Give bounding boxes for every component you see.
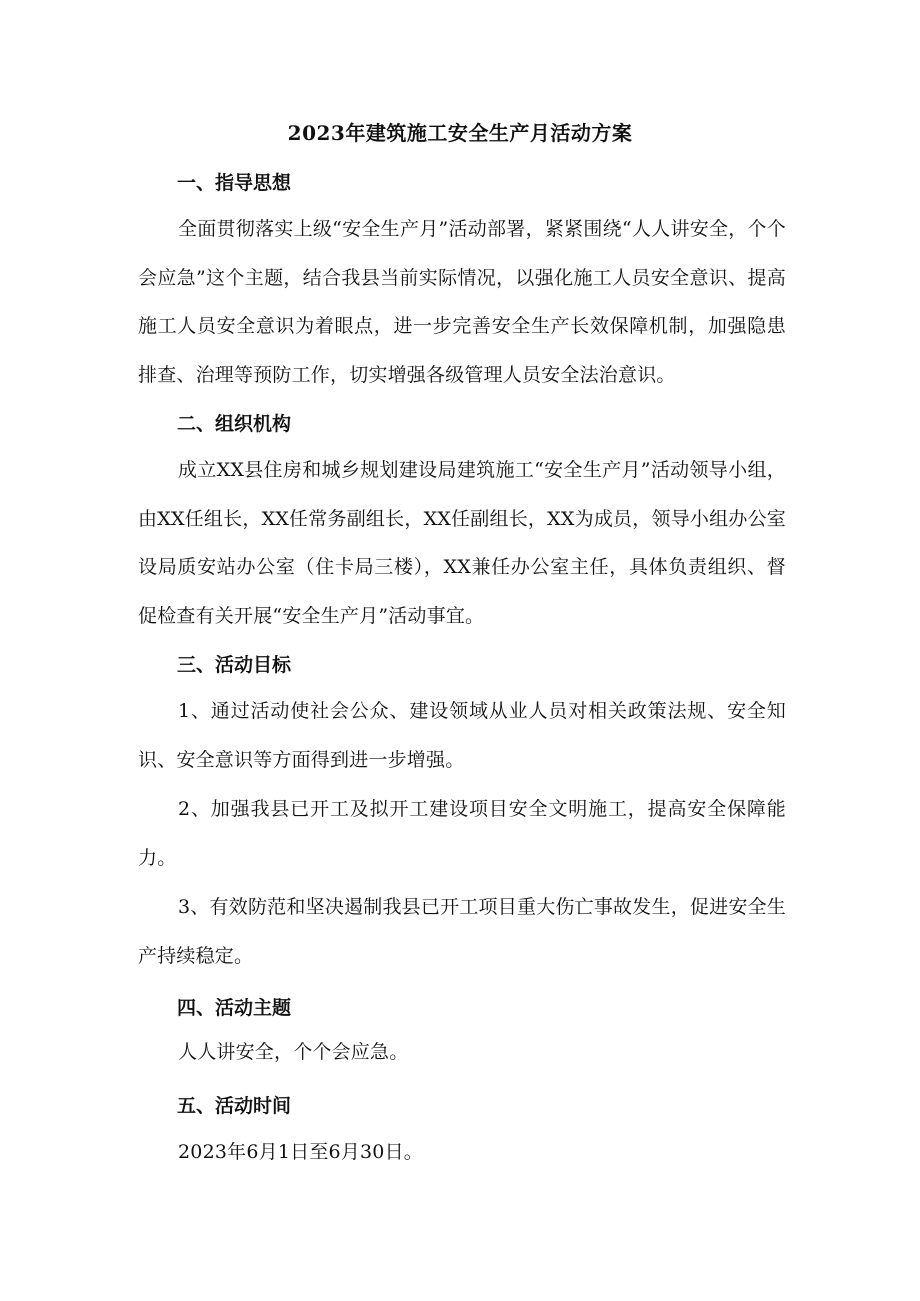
section-heading-activity-theme: 四、活动主题: [177, 997, 292, 1019]
paragraph-guiding-ideology: 全面贯彻落实上级“安全生产月”活动部署，紧紧围绕“人人讲安全，个个会应急”这个主题，结合我县当前实际情况，以强化施工人员安全意识、提高施工人员安全意识为着眼点，进一步完善安全生产长效保障机制，加强隐患排查、治理等预防工作，切实增强各级管理人员安全法治意识。: [138, 218, 786, 386]
paragraph-goal-3: 3、有效防范和坚决遏制我县已开工项目重大伤亡事故发生，促进安全生产持续稳定。: [138, 896, 786, 967]
section-heading-guiding-ideology: 一、指导思想: [177, 172, 292, 194]
document-title: 2023年建筑施工安全生产月活动方案: [287, 121, 633, 145]
section-heading-activity-time: 五、活动时间: [177, 1095, 292, 1117]
paragraph-activity-theme: 人人讲安全，个个会应急。: [178, 1041, 409, 1063]
paragraph-organization: 成立XX县住房和城乡规划建设局建筑施工“安全生产月”活动领导小组，由XX任组长，XX任常务副组长，XX任副组长，XX为成员，领导小组办公室设局质安站办公室（住卡局三楼），XX兼任办公室主任，具体负责组织、督促检查有关开展“安全生产月”活动事宜。: [138, 459, 786, 627]
paragraph-goal-1: 1、通过活动使社会公众、建设领域从业人员对相关政策法规、安全知识、安全意识等方面得到进一步增强。: [138, 700, 786, 771]
section-heading-organization: 二、组织机构: [177, 413, 292, 435]
paragraph-goal-2: 2、加强我县已开工及拟开工建设项目安全文明施工，提高安全保障能力。: [138, 798, 786, 869]
section-heading-activity-goals: 三、活动目标: [177, 654, 292, 676]
paragraph-activity-time: 2023年6月1日至6月30日。: [178, 1141, 423, 1163]
